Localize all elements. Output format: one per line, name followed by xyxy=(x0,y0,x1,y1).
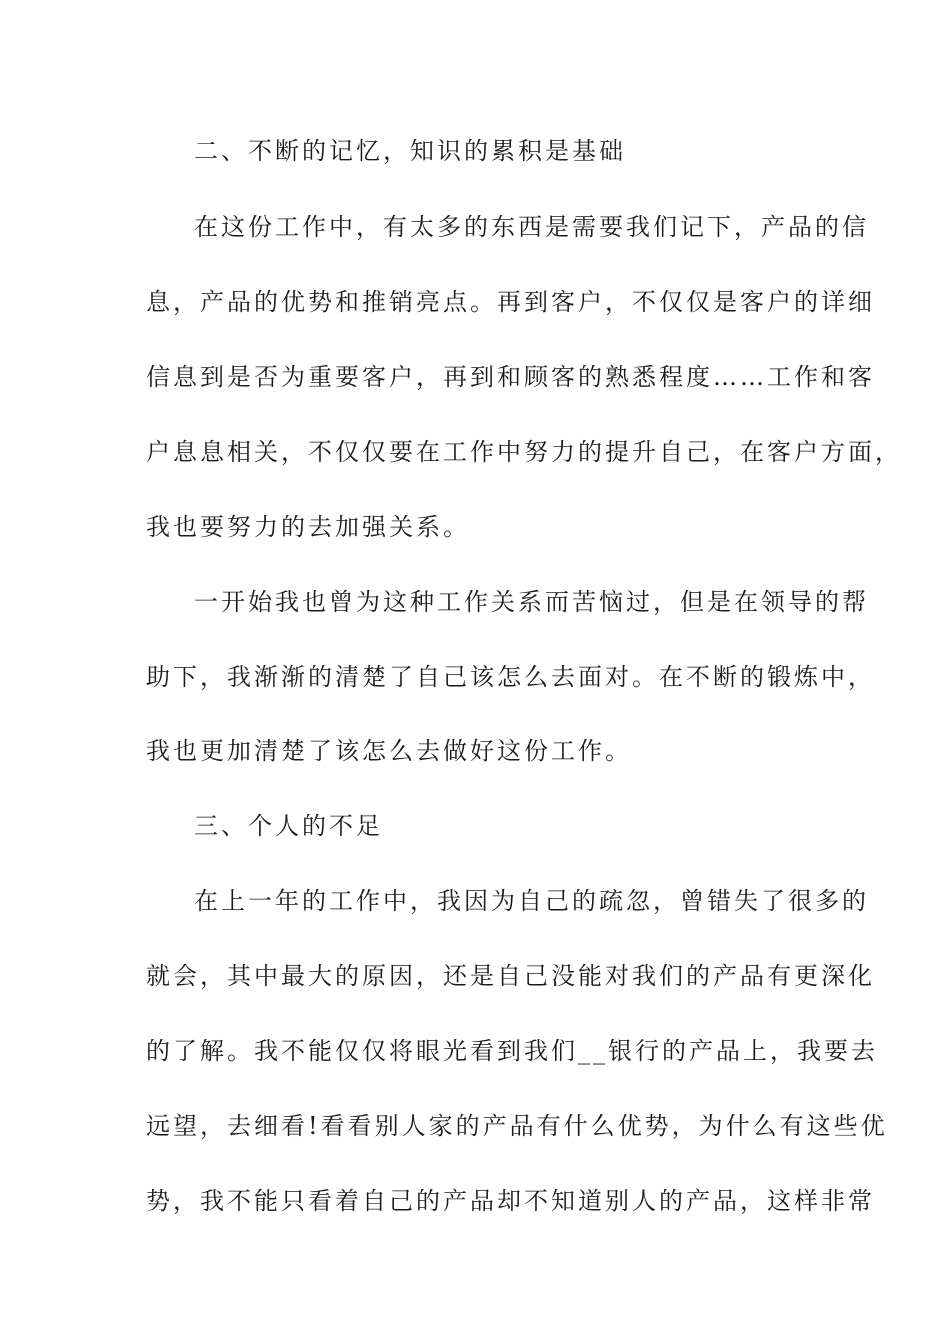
paragraph-line: 势，我不能只看着自己的产品却不知道别人的产品，这样非常 xyxy=(146,1187,875,1215)
paragraph-line: 户息息相关，不仅仅要在工作中努力的提升自己，在客户方面， xyxy=(146,438,902,466)
paragraph-line: 信息到是否为重要客户，再到和顾客的熟悉程度……工作和客 xyxy=(146,363,875,391)
paragraph-line: 助下，我渐渐的清楚了自己该怎么去面对。在不断的锻炼中， xyxy=(146,663,875,691)
section-heading-2: 二、不断的记忆，知识的累积是基础 xyxy=(194,137,626,165)
section-heading-3: 三、个人的不足 xyxy=(194,812,383,840)
paragraph-line: 我也更加清楚了该怎么去做好这份工作。 xyxy=(146,737,632,765)
paragraph-line: 就会，其中最大的原因，还是自己没能对我们的产品有更深化 xyxy=(146,962,875,990)
paragraph-line: 一开始我也曾为这种工作关系而苦恼过，但是在领导的帮 xyxy=(194,588,869,616)
paragraph-line: 远望，去细看!看看别人家的产品有什么优势，为什么有这些优 xyxy=(146,1112,888,1140)
paragraph-line: 在这份工作中，有太多的东西是需要我们记下，产品的信 xyxy=(194,213,869,241)
paragraph-line: 我也要努力的去加强关系。 xyxy=(146,513,470,541)
paragraph-line: 在上一年的工作中，我因为自己的疏忽，曾错失了很多的 xyxy=(194,887,869,915)
paragraph-line: 息，产品的优势和推销亮点。再到客户，不仅仅是客户的详细 xyxy=(146,288,875,316)
paragraph-line: 的了解。我不能仅仅将眼光看到我们__银行的产品上，我要去 xyxy=(146,1037,878,1065)
